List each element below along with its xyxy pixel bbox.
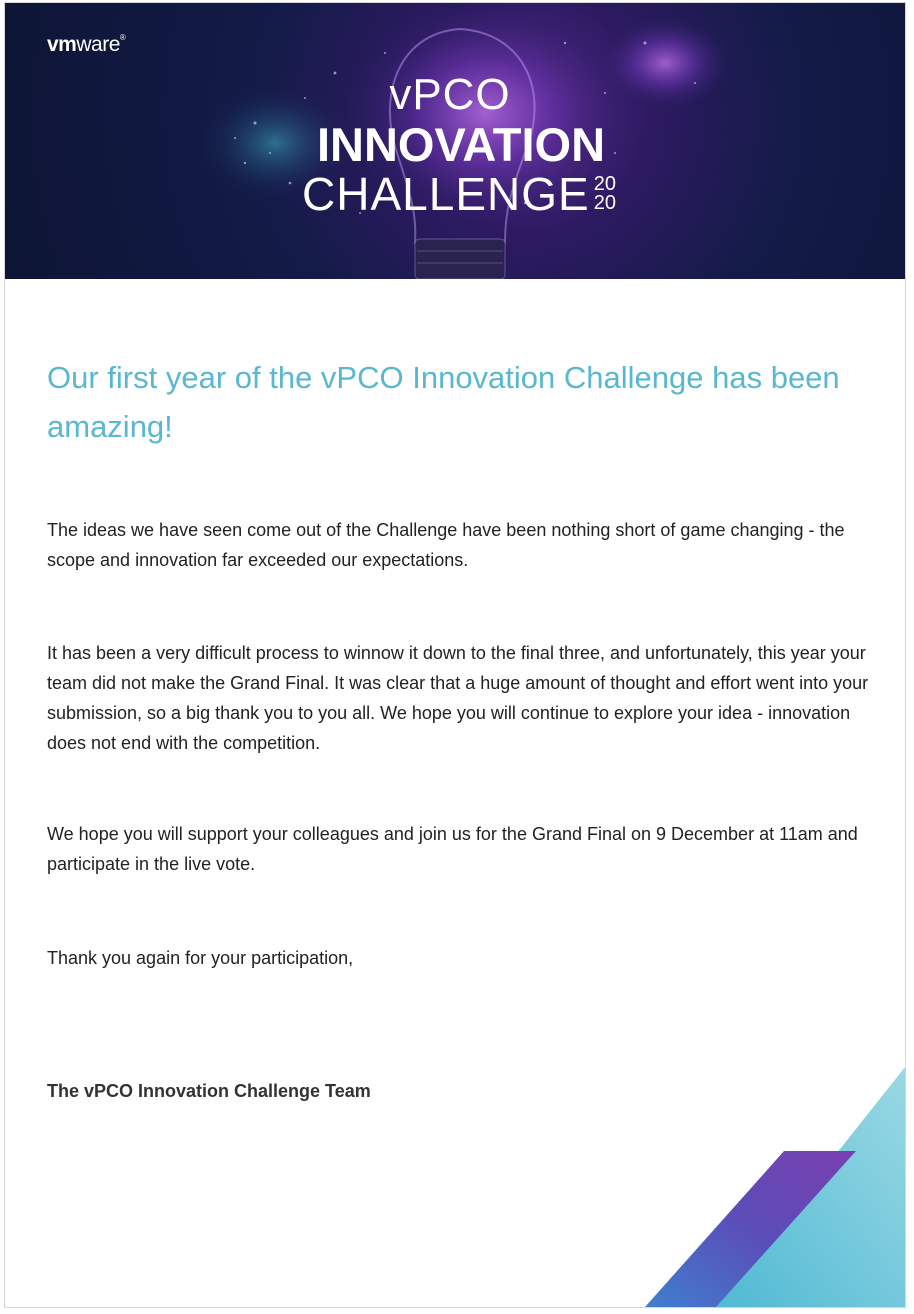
paragraph-grand-final: We hope you will support your colleagues and join us for the Grand Final on 9 December at 11am and participate in the live vote.	[47, 824, 858, 874]
paragraph-thanks: Thank you again for your participation,	[47, 948, 354, 968]
banner-title-challenge-row	[13, 168, 905, 220]
banner-title-challenge: CHALLENGE	[302, 168, 590, 220]
banner-title	[5, 70, 905, 220]
banner-title-vpco: vPCO	[389, 70, 511, 119]
logo-ware: ware	[76, 33, 120, 56]
banner-year-top: 20	[593, 173, 616, 195]
vmware-logo	[47, 33, 125, 57]
paragraph-ideas: The ideas we have seen come out of the Challenge have been nothing short of game changing - the scope and innovation far exceeded our expectations.	[47, 520, 845, 570]
banner-year-bottom: 20	[593, 192, 616, 214]
banner-year	[594, 175, 616, 213]
decorative-stripes	[645, 1067, 905, 1307]
email-body	[4, 2, 906, 1308]
signature: The vPCO Innovation Challenge Team	[47, 1081, 371, 1101]
logo-registered-mark: ®	[119, 33, 126, 42]
banner-title-innovation: INNOVATION	[316, 118, 606, 171]
header-banner	[5, 3, 905, 279]
email-heading: Our first year of the vPCO Innovation Challenge has been amazing!	[47, 360, 840, 444]
paragraph-results: It has been a very difficult process to winnow it down to the final three, and unfortunately, this year your team did not make the Grand Final. It was clear that a huge amount of thought and effort went into your submission, so a big thank you to you all. We hope you will continue to explore your idea - innovation does not end with the competition.	[47, 643, 869, 753]
logo-vm: vm	[47, 33, 77, 56]
